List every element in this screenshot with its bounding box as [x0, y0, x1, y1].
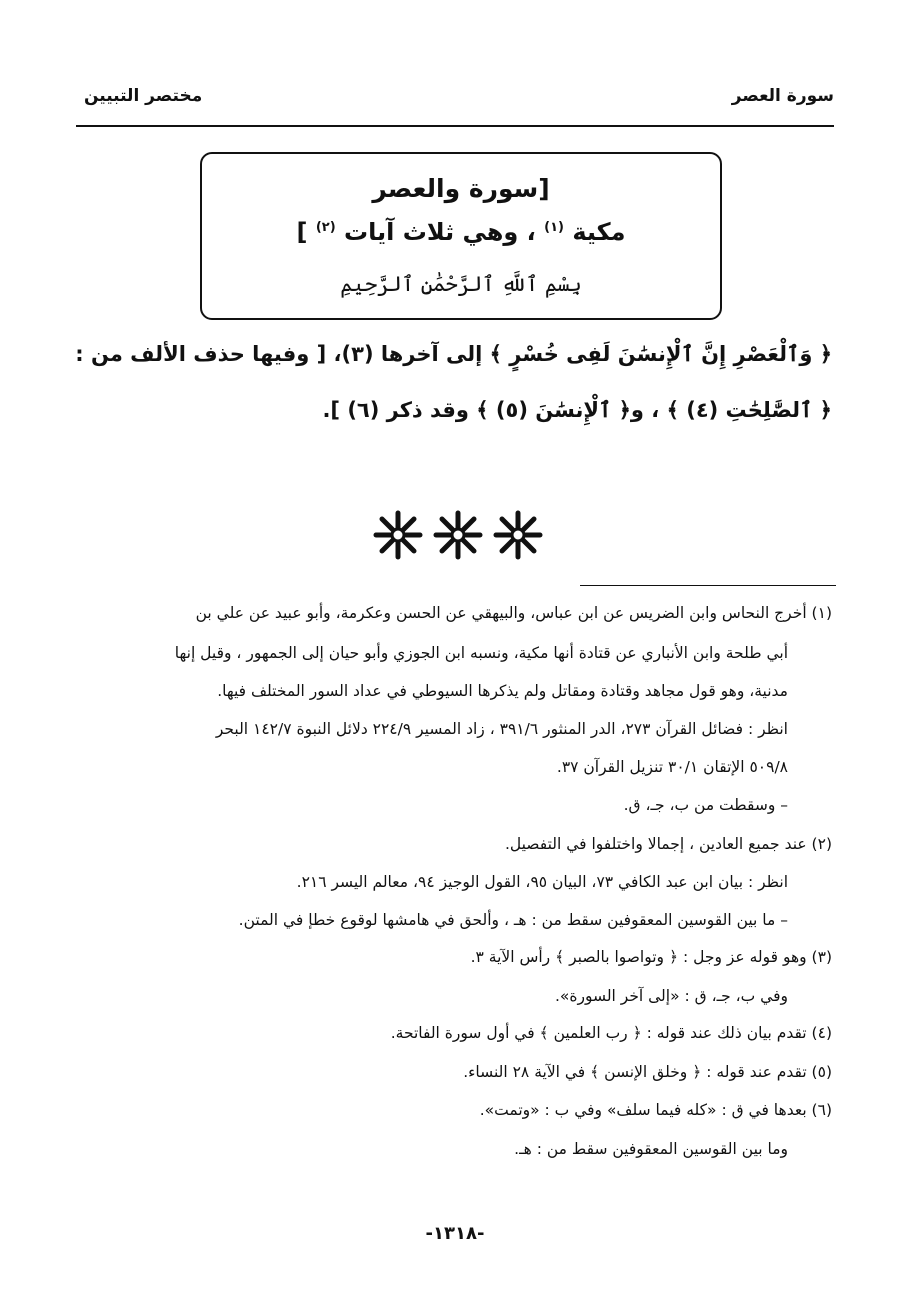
surah-title-box [200, 152, 722, 320]
footnote-6-line-2: وما بين القوسين المعقوفين سقط من : هـ. [514, 1140, 788, 1158]
footnote-4: (٤) تقدم بيان ذلك عند قوله : ﴿ رب العلمين ﴾ في أول سورة الفاتحة. [390, 1024, 832, 1042]
footnote-ref-2: (٢) [315, 220, 336, 235]
body-line-1: ﴿ وَٱلْعَصْرِ إِنَّ ٱلْإِنسَٰنَ لَفِى خُسْرٍ ﴾ إلى آخرها (٣)، [ وفيها حذف الألف من : [75, 342, 832, 366]
footnote-2-line-1: (٢) عند جميع العادين ، إجمالا واختلفوا في التفصيل. [504, 835, 832, 853]
surah-title: [سورة والعصر [372, 174, 550, 203]
running-header-surah: سورة العصر [731, 86, 834, 106]
footnote-1-line-3: مدنية، وهو قول مجاهد وقتادة ومقاتل ولم يذكرها السيوطي في عداد السور المختلف فيها. [217, 682, 788, 700]
page-number: -١٣١٨- [425, 1223, 485, 1244]
footnote-1-line-2: أبي طلحة وابن الأنباري عن قتادة أنها مكية، ونسبه ابن الجوزي وأبو حيان إلى الجمهور ، وقيل إنها [174, 644, 788, 662]
footnote-1-line-4: انظر : فضائل القرآن ٢٧٣، الدر المنثور ٣٩١/٦ ، زاد المسير ٢٢٤/٩ دلائل النبوة ١٤٢/٧ البحر [215, 720, 788, 738]
asterisk-ornament-icon [436, 513, 480, 557]
footnote-1-line-6: – وسقطت من ب، جـ، ق. [623, 796, 788, 814]
running-header-book: مختصر التبيين [84, 86, 203, 106]
subtitle-bracket: ] [296, 218, 308, 246]
footnote-5: (٥) تقدم عند قوله : ﴿ وخلق الإنسن ﴾ في الآية ٢٨ النساء. [463, 1063, 832, 1081]
header-rule [76, 125, 834, 127]
footnote-ref-1: (١) [544, 220, 564, 235]
ornament-stars [370, 505, 545, 565]
footnote-1-line-5: ٥٠٩/٨ الإتقان ٣٠/١ تنزيل القرآن ٣٧. [556, 758, 788, 776]
asterisk-ornament-icon [376, 513, 420, 557]
footnote-1-line-1: (١) أخرج النحاس وابن الضريس عن ابن عباس، والبيهقي عن الحسن وعكرمة، وأبو عبيد عن علي بن [195, 604, 832, 622]
footnote-2-line-3: – ما بين القوسين المعقوفين سقط من : هـ ، وألحق في هامشها لوقوع خطإ في المتن. [238, 911, 788, 929]
surah-subtitle [202, 218, 720, 246]
subtitle-meccan: مكية [572, 218, 626, 246]
subtitle-verse-count: ، وهي ثلاث آيات [344, 218, 536, 246]
asterisk-ornament-icon [496, 513, 540, 557]
footnote-separator [580, 585, 836, 586]
footnote-2-line-2: انظر : بيان ابن عبد الكافي ٧٣، البيان ٩٥، القول الوجيز ٩٤، معالم اليسر ٢١٦. [296, 873, 788, 891]
body-line-2: ﴿ ٱلصَّٰلِحَٰتِ (٤) ﴾ ، و﴿ ٱلْإِنسَٰنَ (٥) ﴾ وقد ذكر (٦) ]. [322, 398, 832, 422]
footnote-6-line-1: (٦) بعدها في ق : «كله فيما سلف» وفي ب : «وتمت». [479, 1101, 832, 1119]
footnote-3-line-2: وفي ب، جـ، ق : «إلى آخر السورة». [554, 987, 788, 1005]
footnote-3-line-1: (٣) وهو قوله عز وجل : ﴿ وتواصوا بالصبر ﴾ رأس الآية ٣. [470, 948, 832, 966]
basmala: بِسْمِ ٱللَّهِ ٱلرَّحْمَٰنِ ٱلرَّحِيمِ [340, 272, 582, 296]
